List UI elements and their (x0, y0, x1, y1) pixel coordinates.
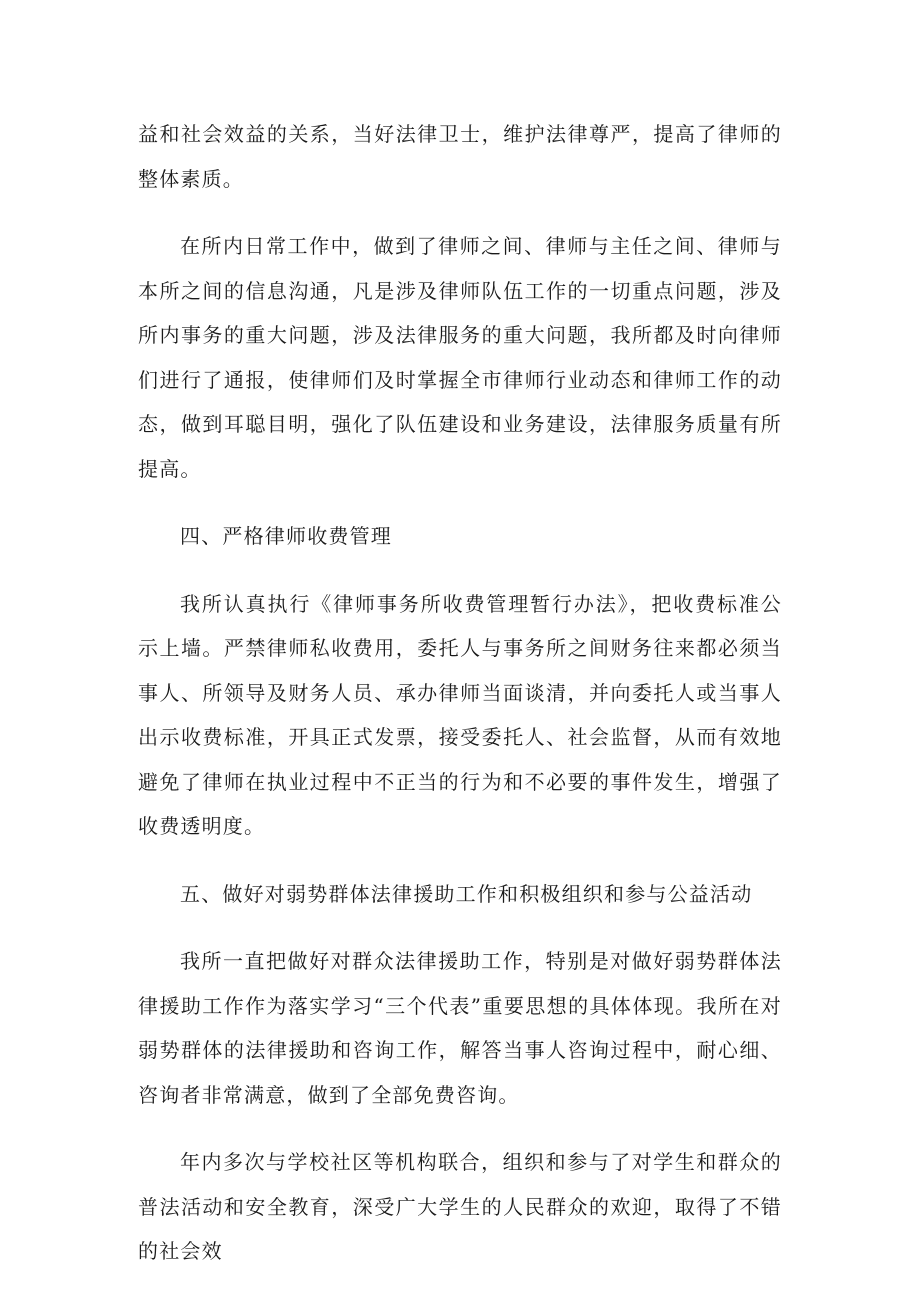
paragraph-fee-management: 我所认真执行《律师事务所收费管理暂行办法》，把收费标准公示上墙。严禁律师私收费用，委托人与事务所之间财务往来都必须当事人、所领导及财务人员、承办律师当面谈清，并向委托人或当事人出示收费标准，开具正式发票，接受委托人、社会监督，从而有效地避免了律师在执业过程中不正当的行为和不必要的事件发生，增强了收费透明度。 (138, 591, 782, 838)
document-body (138, 112, 782, 1274)
paragraph-continuation: 益和社会效益的关系，当好法律卫士，维护法律尊严，提高了律师的整体素质。 (138, 122, 782, 191)
paragraph-communication: 在所内日常工作中，做到了律师之间、律师与主任之间、律师与本所之间的信息沟通，凡是涉及律师队伍工作的一切重点问题，涉及所内事务的重大问题，涉及法律服务的重大问题，我所都及时向律师们进行了通报，使律师们及时掌握全市律师行业动态和律师工作的动态，做到耳聪目明，强化了队伍建设和业务建设，法律服务质量有所提高。 (138, 234, 782, 481)
section-heading-legal-aid: 五、做好对弱势群体法律援助工作和积极组织和参与公益活动 (180, 881, 753, 906)
section-heading-fee-management: 四、严格律师收费管理 (180, 524, 392, 548)
paragraph-legal-aid: 我所一直把做好对群众法律援助工作，特别是对做好弱势群体法律援助工作作为落实学习“三个代表”重要思想的具体体现。我所在对弱势群体的法律援助和咨询工作，解答当事人咨询过程中，耐心细、咨询者非常满意，做到了全部免费咨询。 (138, 949, 782, 1107)
paragraph-public-welfare: 年内多次与学校社区等机构联合，组织和参与了对学生和群众的普法活动和安全教育，深受广大学生的人民群众的欢迎，取得了不错的社会效 (138, 1150, 782, 1263)
